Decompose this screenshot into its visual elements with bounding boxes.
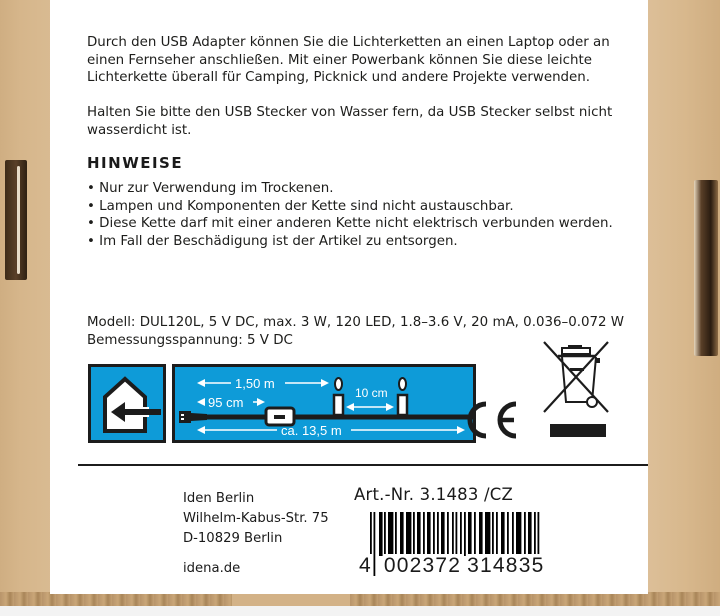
lead-length-label: 1,50 m [235,376,275,391]
barcode-number [358,554,545,578]
hinweise-heading: HINWEISE [87,154,184,172]
rated-voltage-spec: Bemessungsspannung: 5 V DC [87,332,293,348]
barcode-first-digit: 4 [359,554,372,577]
light-chain-diagram [172,364,476,443]
ce-mark-icon [460,400,522,440]
divider-line [78,464,648,466]
city-postal: D-10829 Berlin [183,531,283,546]
company-name: Iden Berlin [183,491,255,506]
house-arrow-icon [91,367,163,440]
list-item: • Nur zur Verwendung im Trockenen. [87,180,613,198]
product-label [50,0,648,594]
barcode-right-group: 314835 [467,554,545,577]
intro-paragraph: Halten Sie bitte den USB Stecker von Wasser fern, da USB Stecker selbst nicht wasserdicht ist. [87,105,613,138]
indoor-use-icon [88,364,166,443]
cardboard-slot-left [5,160,27,280]
cardboard-flap-left [0,0,52,600]
website-link[interactable]: idena.de [183,561,241,576]
total-length-label: ca. 13,5 m [281,423,342,438]
cardboard-edge-bottom [0,592,720,616]
led-spacing-label: 10 cm [355,386,388,400]
usb-plug-icon [179,411,191,423]
intro-text [87,34,627,157]
article-number: Art.-Nr. 3.1483 /CZ [354,485,514,504]
list-item: • Im Fall der Beschädigung ist der Artikel zu entsorgen. [87,233,613,251]
manufacturer-address [183,489,329,579]
cardboard-slot-right [694,180,718,356]
intro-paragraph: Durch den USB Adapter können Sie die Lichterketten an einen Laptop oder an einen Fernseher anschließen. Mit einer Powerbank können Sie diese leichte Lichterkette überall für Camping, Picknick und andere Projekte verwenden. [87,35,610,86]
barcode-left-group: 002372 [383,554,462,577]
crossed-bin-icon [540,340,612,438]
weee-bar [550,424,606,437]
street-address: Wilhelm-Kabus-Str. 75 [183,511,329,526]
usb-to-switch-label: 95 cm [208,395,244,410]
led-candle-icon [398,395,407,415]
chain-dimensions-svg [175,367,473,440]
hinweise-list [87,180,613,250]
model-spec: Modell: DUL120L, 5 V DC, max. 3 W, 120 LED, 1.8–3.6 V, 20 mA, 0.036–0.072 W [87,315,625,330]
list-item: • Diese Kette darf mit einer anderen Kette nicht elektrisch verbunden werden. [87,215,613,233]
list-item: • Lampen und Komponenten der Kette sind nicht austauschbar. [87,198,613,216]
led-candle-icon [334,395,343,415]
